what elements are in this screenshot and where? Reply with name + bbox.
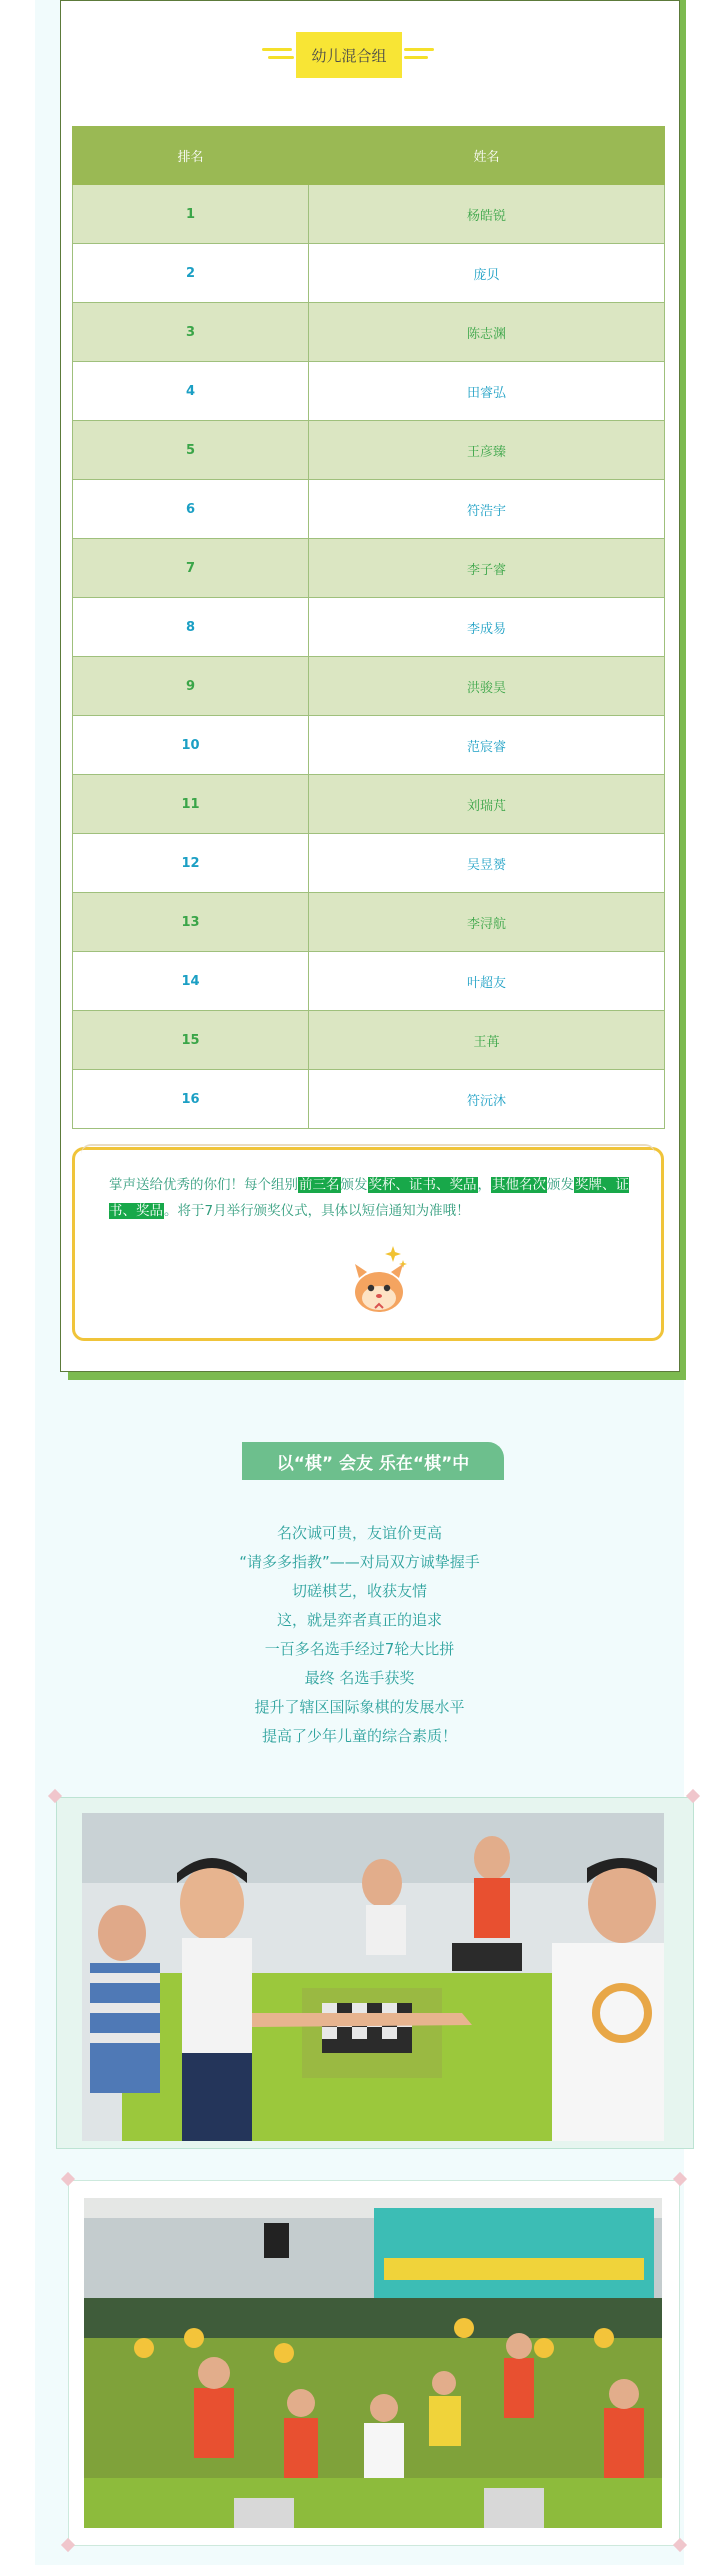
group-title: 幼儿混合组: [296, 32, 402, 78]
award-notice: [72, 1147, 664, 1341]
name-cell: 田睿弘: [309, 362, 665, 421]
rank-cell: 1: [73, 185, 309, 244]
title-deco-line: [268, 56, 294, 59]
table-row: [73, 244, 665, 303]
table-row: [73, 775, 665, 834]
highlight-other-ranks: 其他名次: [492, 1177, 546, 1193]
photo-handshake-image: [82, 1813, 664, 2141]
table-row: [73, 539, 665, 598]
rank-cell: 13: [73, 893, 309, 952]
summary-line: 一百多名选手经过7轮大比拼: [264, 1640, 455, 1658]
notice-text: 掌声送给优秀的你们！每个组别前三名颁发奖杯、证书、奖品，其他名次颁发奖牌、证书、奖品。将于7月举行颁奖仪式，具体以短信通知为准哦！: [109, 1177, 629, 1219]
name-cell: 吴昱赟: [309, 834, 665, 893]
table-row: [73, 657, 665, 716]
ranking-table: [72, 126, 665, 1129]
name-cell: 符浩宇: [309, 480, 665, 539]
rank-column-header: 排名: [73, 127, 309, 185]
rank-cell: 10: [73, 716, 309, 775]
summary-line: 切磋棋艺，收获友情: [291, 1582, 427, 1600]
rank-cell: 6: [73, 480, 309, 539]
table-row: [73, 952, 665, 1011]
name-cell: 洪骏昊: [309, 657, 665, 716]
title-deco-line: [404, 56, 428, 59]
name-cell: 范宸睿: [309, 716, 665, 775]
table-row: [73, 480, 665, 539]
highlight-prize-top: 奖杯、证书、奖品: [368, 1177, 477, 1193]
name-column-header: 姓名: [309, 127, 665, 185]
photo-handshake: [82, 1813, 664, 2141]
table-header-row: [73, 127, 665, 185]
title-deco-line: [404, 48, 434, 51]
rank-cell: 5: [73, 421, 309, 480]
table-row: [73, 834, 665, 893]
table-row: [73, 1011, 665, 1070]
section-title: 以“棋” 会友 乐在“棋”中: [242, 1442, 504, 1480]
rank-cell: 9: [73, 657, 309, 716]
name-cell: 符沅沐: [309, 1070, 665, 1129]
title-deco-line: [262, 48, 292, 51]
photo-hall: [84, 2198, 662, 2528]
table-row: [73, 185, 665, 244]
name-cell: 李子睿: [309, 539, 665, 598]
table-row: [73, 421, 665, 480]
summary-line: “请多多指教”——对局双方诚挚握手: [239, 1553, 480, 1571]
group-title-banner: [262, 30, 472, 80]
rank-cell: 11: [73, 775, 309, 834]
table-row: [73, 1070, 665, 1129]
name-cell: 杨皓锐: [309, 185, 665, 244]
table-row: [73, 716, 665, 775]
name-cell: 刘瑞芃: [309, 775, 665, 834]
table-row: [73, 303, 665, 362]
rank-cell: 12: [73, 834, 309, 893]
rank-cell: 14: [73, 952, 309, 1011]
summary-line: 名次诚可贵，友谊价更高: [276, 1524, 442, 1542]
table-row: [73, 893, 665, 952]
rank-cell: 3: [73, 303, 309, 362]
summary-line: 最终 名选手获奖: [304, 1669, 415, 1687]
summary-line: 提升了辖区国际象棋的发展水平: [254, 1698, 465, 1716]
name-cell: 王彦臻: [309, 421, 665, 480]
rank-cell: 7: [73, 539, 309, 598]
name-cell: 李浔航: [309, 893, 665, 952]
rank-cell: 16: [73, 1070, 309, 1129]
name-cell: 陈志渊: [309, 303, 665, 362]
mascot-icon: [345, 1240, 415, 1320]
rank-cell: 8: [73, 598, 309, 657]
table-row: [73, 598, 665, 657]
rank-cell: 2: [73, 244, 309, 303]
rank-cell: 15: [73, 1011, 309, 1070]
highlight-prize-other: 奖牌、证书、奖品: [109, 1177, 629, 1219]
rank-cell: 4: [73, 362, 309, 421]
photo-hall-image: [84, 2198, 662, 2528]
name-cell: 叶超友: [309, 952, 665, 1011]
name-cell: 李成易: [309, 598, 665, 657]
highlight-top3: 前三名: [299, 1177, 340, 1193]
summary-line: 提高了少年儿童的综合素质！: [261, 1727, 457, 1745]
summary-line: 这，就是弈者真正的追求: [276, 1611, 442, 1629]
name-cell: 王苒: [309, 1011, 665, 1070]
table-row: [73, 362, 665, 421]
name-cell: 庞贝: [309, 244, 665, 303]
